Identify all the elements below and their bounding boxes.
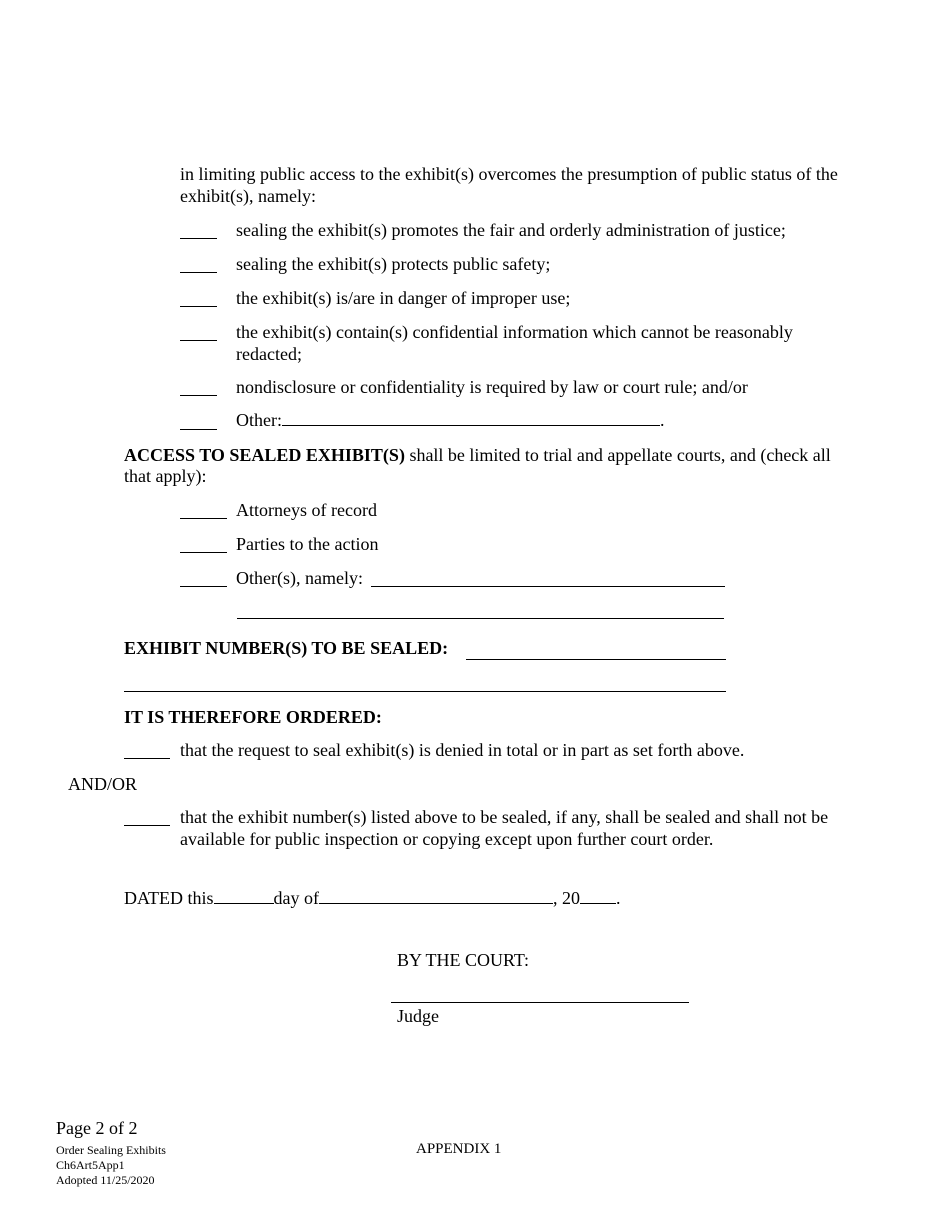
dated-day-input-line[interactable] [214, 902, 274, 904]
reason-5-checkbox-blank[interactable] [180, 395, 217, 396]
access-others-label: Other(s), namely: [236, 568, 363, 588]
reason-3-text: the exhibit(s) is/are in danger of improper use; [236, 288, 571, 308]
ordered-sealed-checkbox-blank[interactable] [124, 825, 170, 826]
reason-5-text: nondisclosure or confidentiality is required by law or court rule; and/or [236, 377, 748, 397]
dated-month-input-line[interactable] [319, 902, 553, 904]
reason-other-end: . [659, 410, 665, 430]
access-others-input-line-1[interactable] [371, 586, 725, 587]
access-paragraph-line-2: that apply): [124, 466, 207, 486]
reason-other-row [236, 410, 664, 431]
exhibits-heading-text: EXHIBIT NUMBER(S) TO BE SEALED: [124, 638, 449, 658]
access-line-1-rest: shall be limited to trial and appellate courts, and (check all [404, 445, 831, 465]
intro-line-2: exhibit(s), namely: [180, 186, 316, 206]
judge-label: Judge [397, 1006, 439, 1026]
ordered-heading-text: IT IS THEREFORE ORDERED: [124, 707, 382, 727]
reason-other-checkbox-blank[interactable] [180, 429, 217, 430]
reason-2-checkbox-blank[interactable] [180, 272, 217, 273]
reason-other-label: Other: [236, 410, 282, 430]
ordered-heading [124, 707, 382, 728]
dated-year-prefix: , 20 [552, 888, 580, 908]
judge-signature-line[interactable] [391, 1002, 689, 1003]
reason-4-checkbox-blank[interactable] [180, 340, 217, 341]
ordered-sealed-line-2: available for public inspection or copying except upon further court order. [180, 829, 714, 849]
dated-line [124, 888, 620, 909]
intro-line-1: in limiting public access to the exhibit(s) overcomes the presumption of public status of the [180, 164, 838, 184]
access-paragraph-line-1 [124, 445, 831, 466]
access-others-checkbox-blank[interactable] [180, 586, 227, 587]
reason-4-text-line-1: the exhibit(s) contain(s) confidential information which cannot be reasonably [236, 322, 793, 342]
dated-year-input-line[interactable] [580, 902, 616, 904]
page-number: Page 2 of 2 [56, 1118, 138, 1138]
by-the-court-label: BY THE COURT: [397, 950, 530, 970]
access-others-input-line-2[interactable] [237, 618, 724, 619]
ordered-sealed-line-1: that the exhibit number(s) listed above to be sealed, if any, shall be sealed and shall not be [180, 807, 829, 827]
access-parties-checkbox-blank[interactable] [180, 552, 227, 553]
reason-3-checkbox-blank[interactable] [180, 306, 217, 307]
ordered-denied-text: that the request to seal exhibit(s) is denied in total or in part as set forth above. [180, 740, 745, 760]
dated-end: . [615, 888, 621, 908]
ordered-denied-checkbox-blank[interactable] [124, 758, 170, 759]
reason-1-checkbox-blank[interactable] [180, 238, 217, 239]
footer-appendix: APPENDIX 1 [416, 1141, 502, 1157]
andor-label: AND/OR [68, 774, 138, 794]
exhibits-input-line-1[interactable] [466, 659, 726, 660]
reason-other-input-line[interactable] [282, 424, 660, 426]
dated-day-of: day of [273, 888, 319, 908]
exhibits-input-line-2[interactable] [124, 691, 726, 692]
exhibits-heading [124, 638, 448, 659]
access-heading: ACCESS TO SEALED EXHIBIT(S) [124, 445, 405, 465]
footer-form-code: Ch6Art5App1 [56, 1158, 125, 1172]
access-parties-label: Parties to the action [236, 534, 379, 554]
reason-2-text: sealing the exhibit(s) protects public safety; [236, 254, 551, 274]
dated-prefix: DATED this [124, 888, 214, 908]
access-attorneys-label: Attorneys of record [236, 500, 377, 520]
reason-4-text-line-2: redacted; [236, 344, 302, 364]
footer-adopted-date: Adopted 11/25/2020 [56, 1173, 155, 1187]
access-attorneys-checkbox-blank[interactable] [180, 518, 227, 519]
reason-1-text: sealing the exhibit(s) promotes the fair and orderly administration of justice; [236, 220, 786, 240]
footer-form-name: Order Sealing Exhibits [56, 1143, 166, 1157]
